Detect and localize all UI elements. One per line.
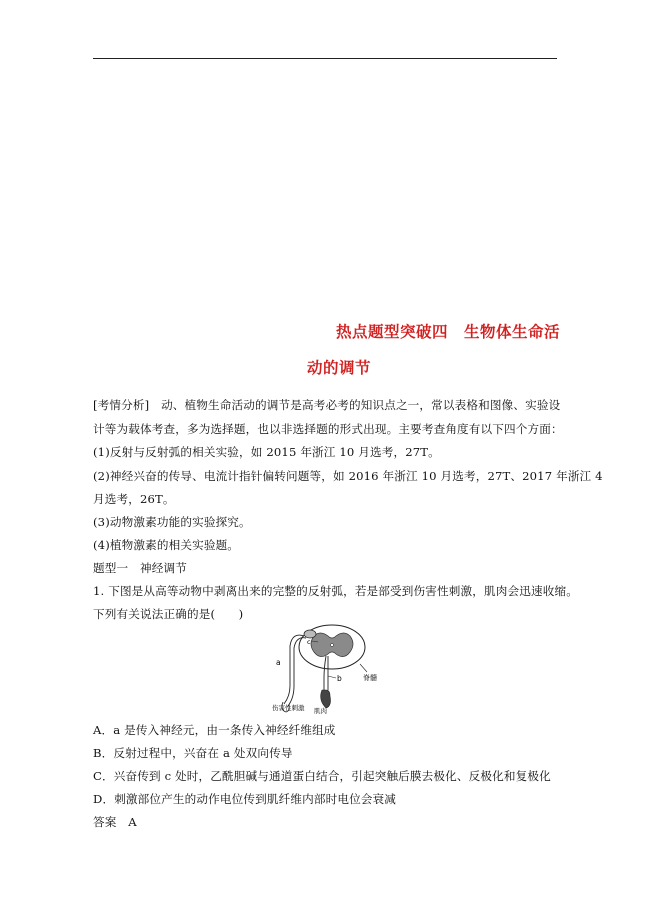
page-title-line2: 动的调节 [307, 358, 372, 377]
aspect-item-2b: 月选考，26T。 [93, 492, 175, 506]
label-a: a [276, 658, 281, 667]
question-1-line1: 1. 下图是从高等动物中剥离出来的完整的反射弧，若是部受到伤害性刺激，肌肉会迅速收缩。 [93, 584, 578, 598]
label-spinal-cord: 脊髓 [363, 674, 377, 682]
reflex-arc-figure [270, 622, 385, 714]
answer-line: 答案 A [93, 815, 137, 829]
header-rule [93, 58, 557, 59]
analysis-line1: [考情分析] 动、植物生命活动的调节是高考必考的知识点之一，常以表格和图像、实验设 [93, 398, 561, 412]
aspect-item-4: (4)植物激素的相关实验题。 [93, 538, 240, 552]
label-b: b [337, 674, 342, 683]
aspect-item-1: (1)反射与反射弧的相关实验，如 2015 年浙江 10 月选考，27T。 [93, 445, 440, 459]
ganglion [304, 630, 316, 638]
muscle [321, 690, 331, 708]
option-b: B．反射过程中，兴奋在 a 处双向传导 [93, 746, 293, 760]
label-stimulus: 伤害性刺激 [272, 704, 305, 712]
analysis-line2: 计等为载体考查，多为选择题，也以非选择题的形式出现。主要考查角度有以下四个方面： [93, 422, 563, 436]
option-a: A．a 是传入神经元，由一条传入神经纤维组成 [93, 723, 336, 737]
question-1-line2: 下列有关说法正确的是( ) [93, 607, 244, 621]
aspect-item-3: (3)动物激素功能的实验探究。 [93, 515, 251, 529]
label-muscle: 肌肉 [314, 707, 327, 714]
page-title-line1: 热点题型突破四 生物体生命活 [336, 322, 561, 341]
label-c: c [307, 638, 311, 646]
aspect-item-2a: (2)神经兴奋的传导、电流计指针偏转问题等，如 2016 年浙江 10 月选考，27T、2017 年浙江 4 [93, 469, 603, 483]
section-heading: 题型一 神经调节 [93, 561, 187, 575]
option-c: C．兴奋传到 c 处时，乙酰胆碱与通道蛋白结合，引起突触后膜去极化、反极化和复极化 [93, 769, 551, 783]
option-d: D．刺激部位产生的动作电位传到肌纤维内部时电位会衰减 [93, 792, 397, 806]
